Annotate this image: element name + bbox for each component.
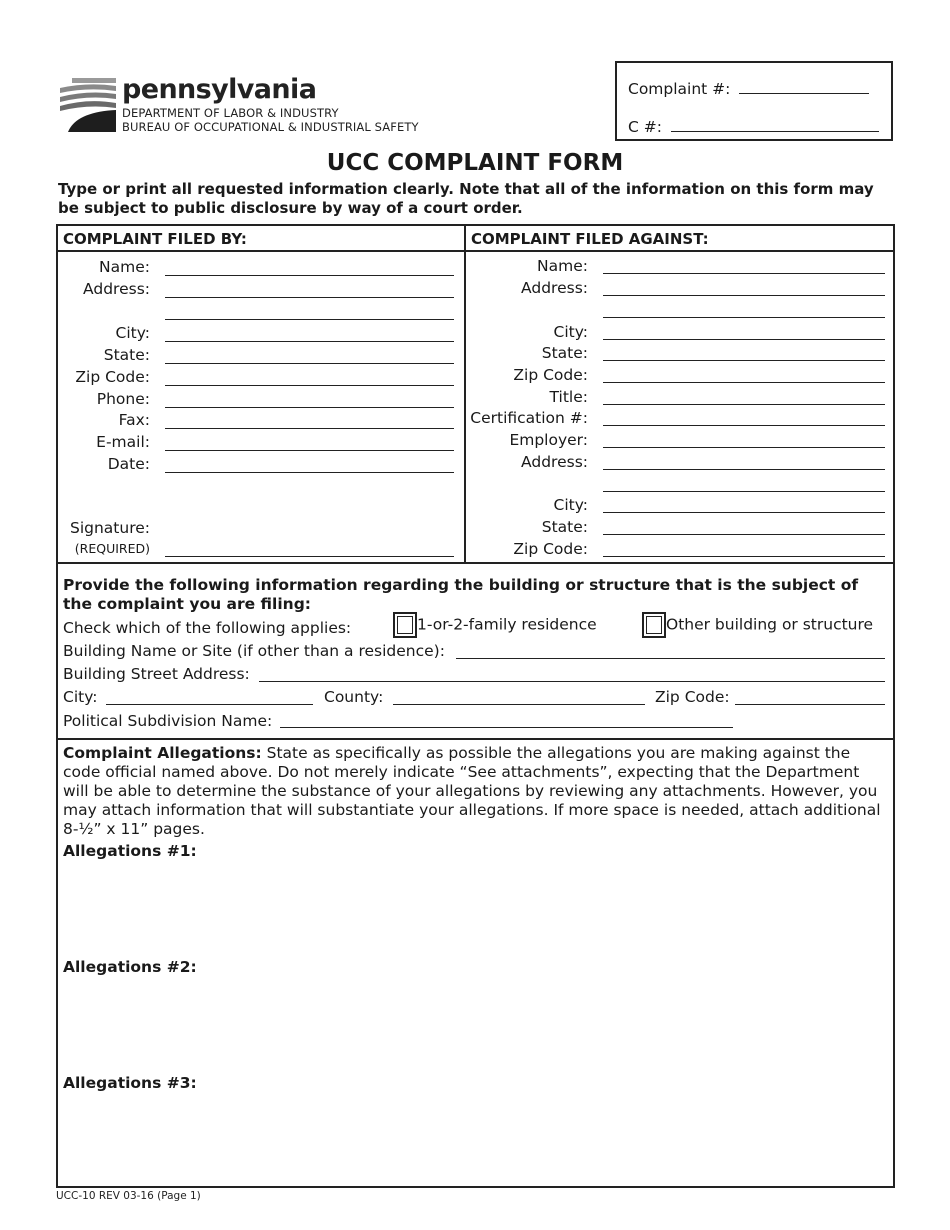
against-certification-field[interactable] <box>603 425 885 426</box>
other-building-checkbox[interactable] <box>642 612 666 638</box>
divider <box>58 738 893 740</box>
against-employer-address-field[interactable] <box>603 469 885 470</box>
allegation-3-label: Allegations #3: <box>63 1074 197 1092</box>
against-employer-field[interactable] <box>603 447 885 448</box>
filed-by-heading: COMPLAINT FILED BY: <box>63 230 247 248</box>
building-county-field[interactable] <box>393 704 645 705</box>
by-signature-label: Signature: <box>70 519 150 537</box>
allegation-2-area[interactable] <box>63 982 888 1072</box>
by-zip-field[interactable] <box>165 385 454 386</box>
subdivision-field[interactable] <box>280 727 733 728</box>
option-other-building[interactable] <box>642 612 873 638</box>
filed-against-heading: COMPLAINT FILED AGAINST: <box>471 230 709 248</box>
by-state-label: State: <box>103 346 150 364</box>
form-frame <box>56 224 895 1188</box>
against-address-label: Address: <box>521 279 588 297</box>
building-zip-label: Zip Code: <box>655 688 730 706</box>
building-street-label: Building Street Address: <box>63 665 250 683</box>
bureau-name: BUREAU OF OCCUPATIONAL & INDUSTRIAL SAFETY <box>122 120 419 134</box>
against-state-field[interactable] <box>603 360 885 361</box>
complaint-number-field[interactable] <box>739 79 869 94</box>
by-address-label: Address: <box>83 280 150 298</box>
building-city-label: City: <box>63 688 98 706</box>
office-use-box <box>615 61 893 141</box>
allegation-2-label: Allegations #2: <box>63 958 197 976</box>
by-signature-required: (REQUIRED) <box>74 541 150 556</box>
residence-option-label: 1-or-2-family residence <box>417 615 597 634</box>
against-title-label: Title: <box>549 388 588 406</box>
complaint-number-row <box>628 79 869 98</box>
against-zip-label: Zip Code: <box>513 366 588 384</box>
by-date-label: Date: <box>107 455 150 473</box>
by-phone-field[interactable] <box>165 407 454 408</box>
against-employer-state-label: State: <box>541 518 588 536</box>
c-number-label: C #: <box>628 118 662 136</box>
allegation-1-area[interactable] <box>63 866 888 956</box>
form-title: UCC COMPLAINT FORM <box>326 150 624 176</box>
against-certification-label: Certification #: <box>470 409 588 427</box>
against-employer-label: Employer: <box>509 431 588 449</box>
by-state-field[interactable] <box>165 363 454 364</box>
residence-checkbox[interactable] <box>393 612 417 638</box>
allegations-text: State as specifically as possible the allegations you are making against the code official named above. Do not merely indicate “See attachments”, expecting that the Department will be able to determine the substance of your allegations by reviewing any attachments. However, you may attach information that will substantiate your allegations. If more space is needed, attach additional 8-½” x 11” pages. <box>63 744 881 838</box>
against-name-label: Name: <box>537 257 588 275</box>
by-email-field[interactable] <box>165 450 454 451</box>
pennsylvania-logo-icon <box>58 76 118 134</box>
check-applies-label: Check which of the following applies: <box>63 619 352 637</box>
form-footer: UCC-10 REV 03-16 (Page 1) <box>56 1190 201 1202</box>
by-signature-field[interactable] <box>165 556 454 557</box>
column-divider <box>464 226 466 562</box>
against-name-field[interactable] <box>603 273 885 274</box>
divider <box>58 562 893 564</box>
by-city-label: City: <box>115 324 150 342</box>
building-county-label: County: <box>324 688 384 706</box>
subdivision-label: Political Subdivision Name: <box>63 712 273 730</box>
by-fax-label: Fax: <box>118 411 150 429</box>
against-employer-zip-field[interactable] <box>603 556 885 557</box>
c-number-field[interactable] <box>671 117 879 132</box>
against-zip-field[interactable] <box>603 382 885 383</box>
allegation-1-label: Allegations #1: <box>63 842 197 860</box>
against-employer-zip-label: Zip Code: <box>513 540 588 558</box>
department-text <box>122 106 419 134</box>
by-date-field[interactable] <box>165 472 454 473</box>
against-employer-city-field[interactable] <box>603 512 885 513</box>
other-building-option-label: Other building or structure <box>666 615 874 634</box>
by-address-line2-field[interactable] <box>165 319 454 320</box>
building-city-field[interactable] <box>106 704 313 705</box>
by-address-field[interactable] <box>165 297 454 298</box>
against-title-field[interactable] <box>603 404 885 405</box>
against-city-field[interactable] <box>603 339 885 340</box>
by-email-label: E-mail: <box>96 433 150 451</box>
against-employer-city-label: City: <box>553 496 588 514</box>
complaint-number-label: Complaint #: <box>628 80 731 98</box>
against-state-label: State: <box>541 344 588 362</box>
against-employer-address-label: Address: <box>521 453 588 471</box>
against-address-field[interactable] <box>603 295 885 296</box>
by-name-label: Name: <box>99 258 150 276</box>
building-heading: Provide the following information regarding the building or structure that is the subject of the complaint you are filing: <box>63 576 859 613</box>
allegation-3-area[interactable] <box>63 1098 888 1182</box>
brand-name: pennsylvania <box>122 74 317 105</box>
by-fax-field[interactable] <box>165 428 454 429</box>
option-residence[interactable] <box>393 612 597 638</box>
against-employer-state-field[interactable] <box>603 534 885 535</box>
form-instructions: Type or print all requested information clearly. Note that all of the information on this form may be subject to public disclosure by way of a court order. <box>58 180 874 217</box>
against-address-line2-field[interactable] <box>603 317 885 318</box>
allegations-instructions <box>63 744 885 839</box>
by-name-field[interactable] <box>165 275 454 276</box>
by-zip-label: Zip Code: <box>75 368 150 386</box>
against-employer-address-line2-field[interactable] <box>603 491 885 492</box>
divider <box>58 250 893 252</box>
building-site-label: Building Name or Site (if other than a residence): <box>63 642 445 660</box>
c-number-row <box>628 117 879 136</box>
building-zip-field[interactable] <box>735 704 885 705</box>
by-city-field[interactable] <box>165 341 454 342</box>
by-phone-label: Phone: <box>96 390 150 408</box>
against-city-label: City: <box>553 323 588 341</box>
allegations-lead: Complaint Allegations: <box>63 744 262 762</box>
department-name: DEPARTMENT OF LABOR & INDUSTRY <box>122 106 339 120</box>
building-site-field[interactable] <box>456 658 885 659</box>
building-street-field[interactable] <box>259 681 885 682</box>
